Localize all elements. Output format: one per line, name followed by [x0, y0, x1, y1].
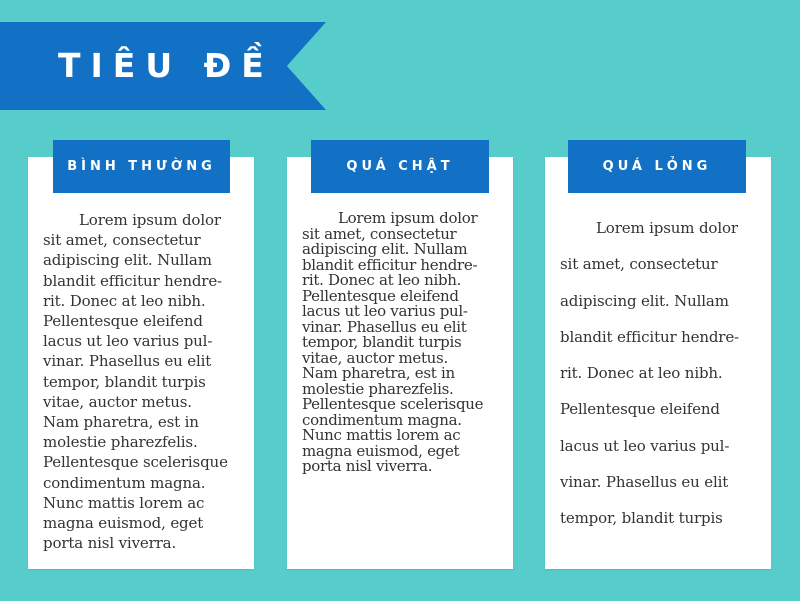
text-line: Lorem ipsum dolor	[79, 211, 221, 229]
text-line: blandit efficitur hendre-	[560, 327, 739, 346]
text-line: sit amet, consectetur	[302, 224, 457, 243]
text-line: Pellentesque eleifend	[43, 312, 203, 331]
text-line: lacus ut leo varius pul-	[302, 302, 468, 320]
text-line: molestie pharezfelis.	[302, 379, 454, 398]
text-line: rit. Donec at leo nibh.	[560, 364, 723, 383]
text-line: condimentum magna.	[43, 473, 206, 492]
text-line: Nam pharetra, est in	[43, 413, 199, 432]
text-line: Nam pharetra, est in	[302, 364, 455, 382]
text-line: porta nisl viverra.	[43, 534, 177, 553]
text-line: magna euismod, eget	[302, 441, 460, 460]
text-line: lacus ut leo varius pul-	[560, 436, 730, 455]
text-line: blandit efficitur hendre-	[302, 255, 478, 274]
card-label-tight: QUÁ CHẬT	[311, 140, 489, 193]
card-loose	[545, 157, 771, 569]
text-line: sit amet, consectetur	[560, 255, 718, 274]
text-line: adipiscing elit. Nullam	[43, 251, 212, 270]
text-line: Lorem ipsum dolor	[596, 219, 738, 237]
text-line: vitae, auctor metus.	[43, 392, 192, 411]
text-line: Lorem ipsum dolor	[338, 209, 478, 227]
text-line: blandit efficitur hendre-	[43, 271, 222, 290]
text-line: adipiscing elit. Nullam	[560, 291, 729, 310]
text-line: magna euismod, eget	[43, 514, 204, 533]
text-line: lacus ut leo varius pul-	[43, 332, 213, 351]
text-line: vinar. Phasellus eu elit	[43, 352, 212, 371]
text-line: molestie pharezfelis.	[43, 433, 198, 452]
text-line: Pellentesque eleifend	[560, 400, 720, 419]
text-line: sit amet, consectetur	[43, 231, 201, 250]
card-tight	[287, 157, 513, 569]
card-text-loose	[560, 210, 762, 537]
card-text-normal	[43, 210, 245, 553]
text-line: vinar. Phasellus eu elit	[302, 317, 467, 336]
text-line: adipiscing elit. Nullam	[302, 240, 468, 258]
text-line: vitae, auctor metus.	[302, 348, 448, 367]
text-line: Pellentesque eleifend	[302, 286, 459, 305]
text-line: tempor, blandit turpis	[560, 509, 723, 528]
text-line: rit. Donec at leo nibh.	[302, 271, 462, 289]
card-label-normal: BÌNH THƯỜNG	[53, 140, 230, 193]
text-line: vinar. Phasellus eu elit	[560, 473, 729, 492]
text-line: tempor, blandit turpis	[43, 372, 206, 391]
text-line: rit. Donec at leo nibh.	[43, 291, 206, 310]
text-line: condimentum magna.	[302, 410, 462, 429]
text-line: tempor, blandit turpis	[302, 333, 462, 351]
card-text-tight	[302, 211, 504, 475]
text-line: Pellentesque scelerisque	[43, 453, 228, 472]
text-line: Nunc mattis lorem ac	[43, 493, 205, 512]
text-line: Nunc mattis lorem ac	[302, 426, 461, 444]
page-title: TIÊU ĐỀ	[58, 46, 274, 85]
text-line: Pellentesque scelerisque	[302, 395, 484, 413]
text-line: porta nisl viverra.	[302, 457, 433, 475]
card-label-loose: QUÁ LỎNG	[568, 140, 746, 193]
card-normal	[28, 157, 254, 569]
